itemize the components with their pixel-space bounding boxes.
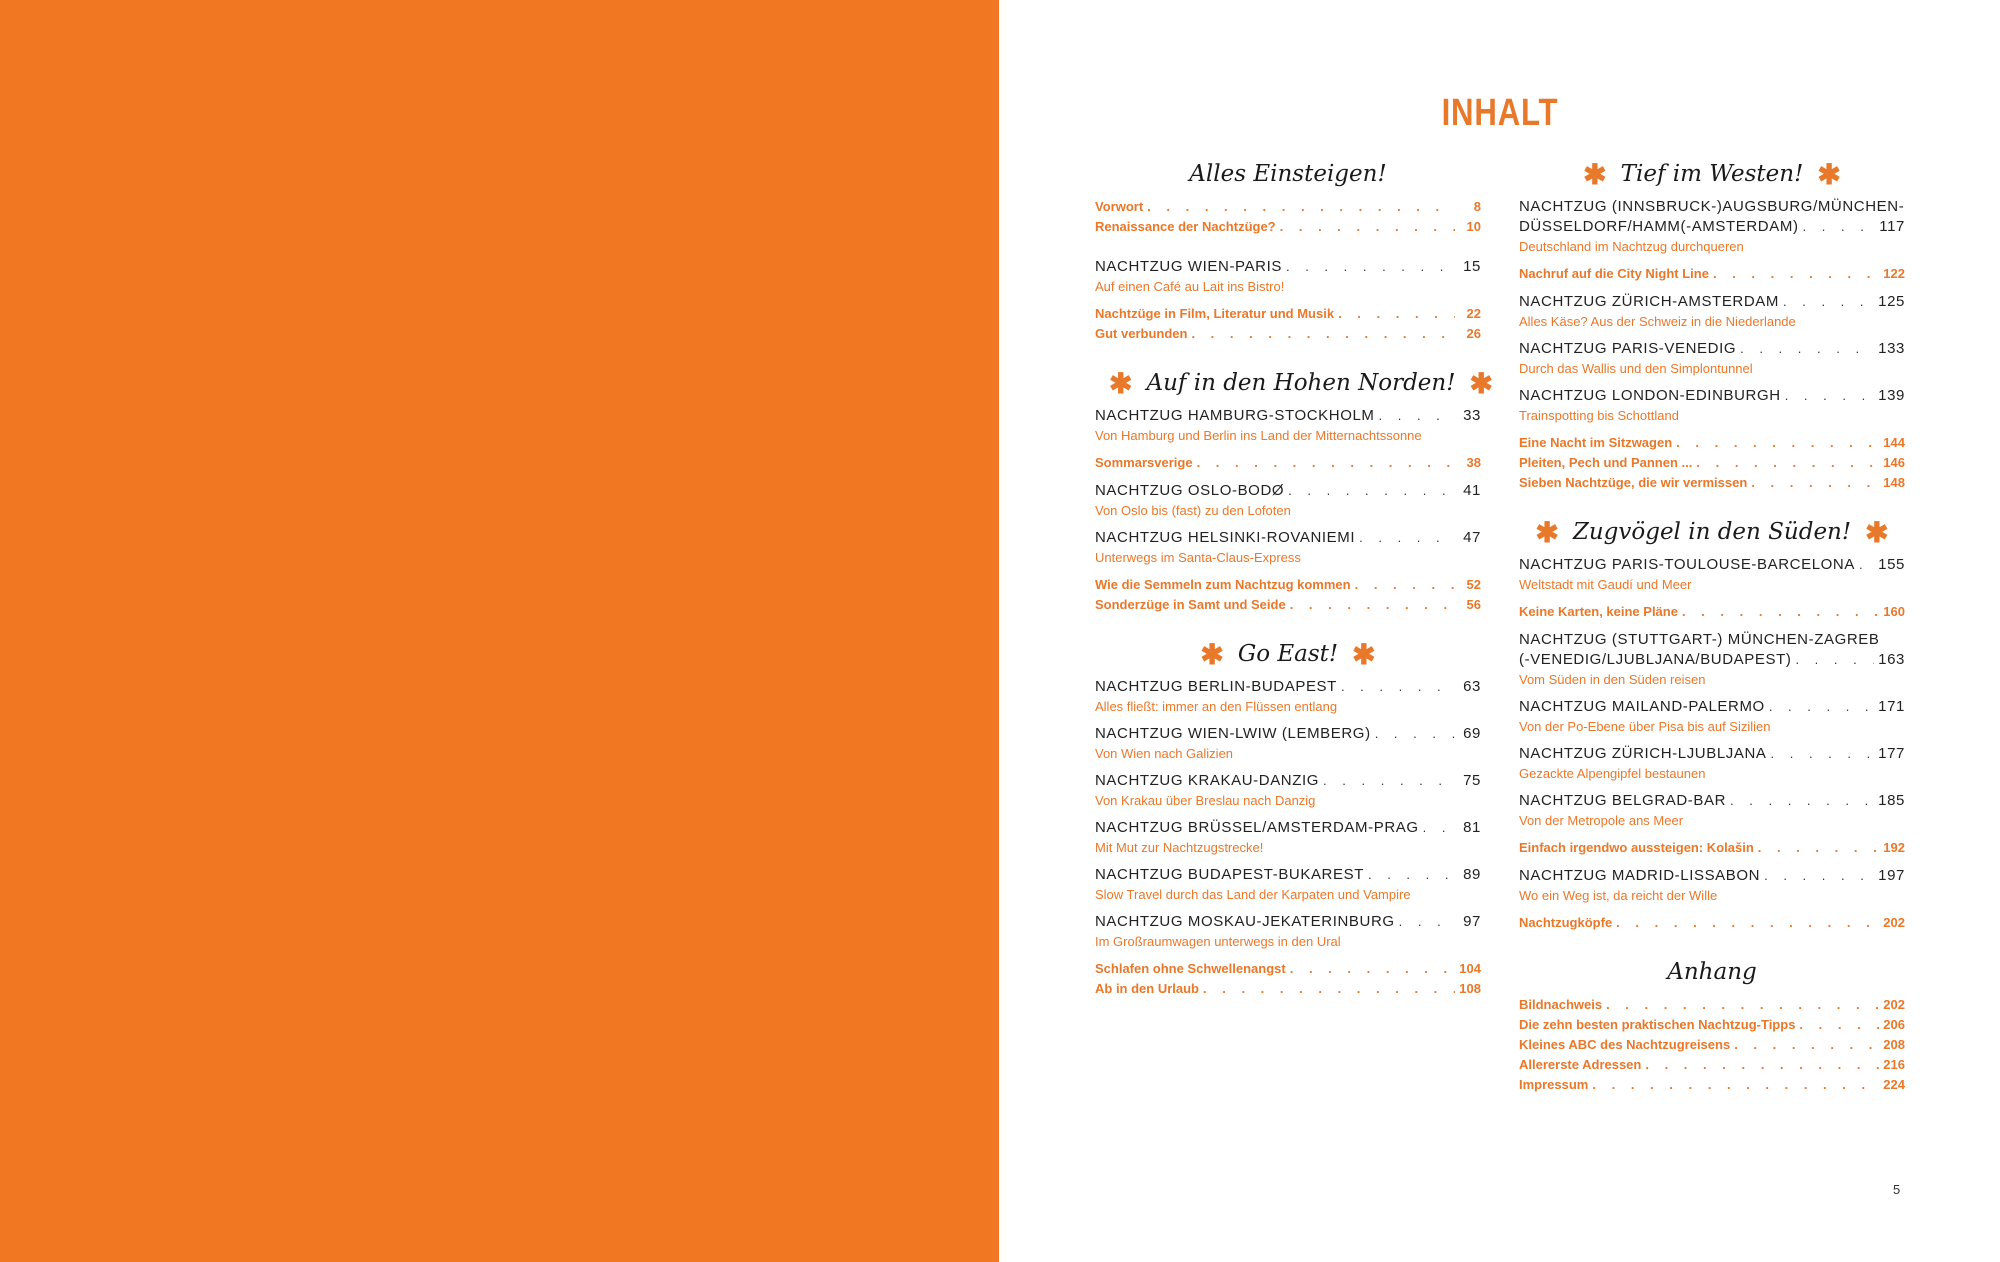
- entry-title: NACHTZUG PARIS-VENEDIG: [1519, 340, 1737, 357]
- toc-entry[interactable]: [1519, 433, 1905, 453]
- leader-dots: [1769, 697, 1874, 717]
- entry-title: NACHTZUG PARIS-TOULOUSE-BARCELONA: [1519, 556, 1855, 573]
- entry-title: NACHTZUG BELGRAD-BAR: [1519, 792, 1727, 809]
- entry-title: NACHTZUG BRÜSSEL/AMSTERDAM-PRAG: [1095, 819, 1419, 836]
- entry-title: Nachruf auf die City Night Line: [1519, 266, 1709, 281]
- toc-entry[interactable]: [1519, 602, 1905, 622]
- entry-subtitle: Gezackte Alpengipfel bestaunen: [1519, 766, 1706, 781]
- toc-left-column: [1095, 157, 1493, 1007]
- leader-dots: [1751, 473, 1879, 493]
- page-ref: 69: [1463, 725, 1481, 742]
- entry-subtitle: Unterwegs im Santa-Claus-Express: [1095, 550, 1301, 565]
- page-ref: 192: [1883, 840, 1905, 855]
- page-number: 5: [1893, 1182, 1901, 1197]
- entry-subtitle: Weltstadt mit Gaudí und Meer: [1519, 577, 1692, 592]
- page-ref: 139: [1878, 387, 1905, 404]
- leader-dots: [1734, 1035, 1879, 1055]
- entry-title: Kleines ABC des Nachtzugreisens: [1519, 1037, 1731, 1052]
- page-ref: 10: [1466, 219, 1481, 234]
- leader-dots: [1341, 677, 1455, 697]
- leader-dots: [1645, 1055, 1879, 1075]
- entry-title: (-VENEDIG/LJUBLJANA/BUDAPEST): [1519, 651, 1792, 668]
- toc-entry[interactable]: [1519, 264, 1905, 284]
- leader-dots: [1280, 217, 1455, 237]
- page-ref: 206: [1883, 1017, 1905, 1032]
- toc-entry[interactable]: [1519, 473, 1905, 493]
- page-ref: 8: [1473, 199, 1481, 214]
- entry-title: Allererste Adressen: [1519, 1057, 1642, 1072]
- leader-dots: [1399, 912, 1455, 932]
- page-ref: 133: [1878, 340, 1905, 357]
- toc-entry[interactable]: [1519, 791, 1905, 830]
- section-title: Go East!: [1237, 641, 1339, 667]
- leader-dots: [1368, 865, 1455, 885]
- entry-title: NACHTZUG OSLO-BODØ: [1095, 482, 1285, 499]
- entry-subtitle: Auf einen Café au Lait ins Bistro!: [1095, 279, 1285, 294]
- page-ref: 56: [1466, 597, 1481, 612]
- entry-title: Schlafen ohne Schwellenangst: [1095, 961, 1286, 976]
- leader-dots: [1783, 292, 1874, 312]
- page-ref: 144: [1883, 435, 1905, 450]
- toc-entry[interactable]: [1095, 257, 1481, 296]
- asterisk-icon: ✱: [1469, 367, 1493, 400]
- entry-title: NACHTZUG BERLIN-BUDAPEST: [1095, 678, 1337, 695]
- asterisk-icon: ✱: [1865, 516, 1889, 549]
- toc-entry[interactable]: [1519, 744, 1905, 783]
- entry-title: Vorwort: [1095, 199, 1144, 214]
- page-ref: 160: [1883, 604, 1905, 619]
- page-ref: 146: [1883, 455, 1905, 470]
- asterisk-icon: ✱: [1200, 638, 1224, 671]
- entry-title: Die zehn besten praktischen Nachtzug-Tipps: [1519, 1017, 1796, 1032]
- toc-entry[interactable]: [1095, 453, 1481, 473]
- entry-title: NACHTZUG MAILAND-PALERMO: [1519, 698, 1765, 715]
- leader-dots: [1616, 913, 1879, 933]
- toc-entry[interactable]: [1519, 1055, 1905, 1075]
- toc-entry[interactable]: [1095, 528, 1481, 567]
- entry-title: NACHTZUG LONDON-EDINBURGH: [1519, 387, 1781, 404]
- page-ref: 197: [1878, 867, 1905, 884]
- asterisk-icon: ✱: [1535, 516, 1559, 549]
- toc-entry[interactable]: [1519, 453, 1905, 473]
- entry-subtitle: Durch das Wallis und den Simplontunnel: [1519, 361, 1753, 376]
- toc-entry[interactable]: [1095, 959, 1481, 979]
- leader-dots: [1359, 528, 1455, 548]
- leader-dots: [1323, 771, 1455, 791]
- page-ref: 208: [1883, 1037, 1905, 1052]
- entry-subtitle: Von Hamburg und Berlin ins Land der Mitternachtssonne: [1095, 428, 1422, 443]
- entry-subtitle: Von Krakau über Breslau nach Danzig: [1095, 793, 1316, 808]
- page-ref: 216: [1883, 1057, 1905, 1072]
- entry-title: Impressum: [1519, 1077, 1589, 1092]
- page-ref: 104: [1459, 961, 1481, 976]
- leader-dots: [1355, 575, 1455, 595]
- entry-title: NACHTZUG WIEN-LWIW (LEMBERG): [1095, 725, 1371, 742]
- entry-title: Sonderzüge in Samt und Seide: [1095, 597, 1286, 612]
- toc-entry[interactable]: [1519, 995, 1905, 1015]
- entry-subtitle: Von der Metropole ans Meer: [1519, 813, 1684, 828]
- section-heading: [1095, 637, 1481, 671]
- section-heading: [1519, 955, 1905, 989]
- page-ref: 185: [1878, 792, 1905, 809]
- entry-subtitle: Alles Käse? Aus der Schweiz in die Niederlande: [1519, 314, 1796, 329]
- leader-dots: [1423, 818, 1455, 838]
- leader-dots: [1147, 197, 1455, 217]
- entry-title: Bildnachweis: [1519, 997, 1603, 1012]
- toc-entry[interactable]: [1519, 697, 1905, 736]
- leader-dots: [1290, 959, 1455, 979]
- leader-dots: [1740, 339, 1874, 359]
- section-title: Alles Einsteigen!: [1189, 161, 1387, 187]
- leader-dots: [1290, 595, 1455, 615]
- toc-entry[interactable]: [1519, 838, 1905, 858]
- toc-entry[interactable]: [1095, 724, 1481, 763]
- toc-entry[interactable]: [1519, 555, 1905, 594]
- section-heading: [1519, 157, 1905, 191]
- page-ref: 26: [1466, 326, 1481, 341]
- leader-dots: [1191, 324, 1455, 344]
- page-ref: 97: [1463, 913, 1481, 930]
- entry-title: NACHTZUG KRAKAU-DANZIG: [1095, 772, 1320, 789]
- entry-subtitle: Mit Mut zur Nachtzugstrecke!: [1095, 840, 1264, 855]
- section-heading: [1519, 515, 1905, 549]
- entry-subtitle: Trainspotting bis Schottland: [1519, 408, 1679, 423]
- entry-subtitle: Wo ein Weg ist, da reicht der Wille: [1519, 888, 1718, 903]
- entry-title: NACHTZUG HAMBURG-STOCKHOLM: [1095, 407, 1375, 424]
- entry-subtitle: Deutschland im Nachtzug durchqueren: [1519, 239, 1744, 254]
- section-title: Auf in den Hohen Norden!: [1146, 370, 1456, 396]
- page-ref: 41: [1463, 482, 1481, 499]
- entry-title: NACHTZUG ZÜRICH-AMSTERDAM: [1519, 293, 1779, 310]
- leader-dots: [1203, 979, 1455, 999]
- entry-title: Wie die Semmeln zum Nachtzug kommen: [1095, 577, 1351, 592]
- leader-dots: [1682, 602, 1879, 622]
- entry-title: Einfach irgendwo aussteigen: Kolašin: [1519, 840, 1754, 855]
- page-ref: 117: [1879, 218, 1905, 235]
- leader-dots: [1592, 1075, 1879, 1095]
- entry-subtitle: Von der Po-Ebene über Pisa bis auf Sizilien: [1519, 719, 1771, 734]
- entry-title: Ab in den Urlaub: [1095, 981, 1199, 996]
- page-ref: 52: [1466, 577, 1481, 592]
- page-ref: 63: [1463, 678, 1481, 695]
- asterisk-icon: ✱: [1583, 158, 1607, 191]
- toc-entry[interactable]: [1095, 197, 1481, 217]
- entry-subtitle: Slow Travel durch das Land der Karpaten und Vampire: [1095, 887, 1411, 902]
- leader-dots: [1859, 555, 1874, 575]
- page-ref: 148: [1883, 475, 1905, 490]
- leader-dots: [1713, 264, 1879, 284]
- toc-entry[interactable]: [1519, 339, 1905, 378]
- leader-dots: [1803, 217, 1876, 237]
- leader-dots: [1795, 650, 1874, 670]
- entry-title: Nachtzüge in Film, Literatur und Musik: [1095, 306, 1335, 321]
- leader-dots: [1286, 257, 1455, 277]
- entry-title: NACHTZUG MADRID-LISSABON: [1519, 867, 1761, 884]
- toc-entry[interactable]: [1519, 913, 1905, 933]
- toc-entry[interactable]: [1095, 575, 1481, 595]
- entry-title: NACHTZUG HELSINKI-ROVANIEMI: [1095, 529, 1356, 546]
- section-title: Anhang: [1667, 959, 1757, 985]
- leader-dots: [1375, 724, 1455, 744]
- toc-entry[interactable]: [1519, 292, 1905, 331]
- entry-title: NACHTZUG BUDAPEST-BUKAREST: [1095, 866, 1364, 883]
- entry-title: Pleiten, Pech und Pannen ...: [1519, 455, 1693, 470]
- toc-entry[interactable]: [1095, 481, 1481, 520]
- entry-subtitle: Im Großraumwagen unterwegs in den Ural: [1095, 934, 1341, 949]
- section-title: Tief im Westen!: [1620, 161, 1804, 187]
- entry-title: Sieben Nachtzüge, die wir vermissen: [1519, 475, 1748, 490]
- page-title: INHALT: [1441, 92, 1559, 134]
- page-ref: 163: [1878, 651, 1905, 668]
- section-heading: [1095, 366, 1493, 400]
- asterisk-icon: ✱: [1817, 158, 1841, 191]
- entry-title-line: NACHTZUG (STUTTGART-) MÜNCHEN-ZAGREB: [1519, 631, 1880, 648]
- entry-title-line: NACHTZUG (INNSBRUCK-)AUGSBURG/MÜNCHEN-: [1519, 198, 1905, 215]
- toc-entry[interactable]: [1095, 406, 1481, 445]
- page-ref: 38: [1466, 455, 1481, 470]
- leader-dots: [1288, 481, 1455, 501]
- page-ref: 122: [1883, 266, 1905, 281]
- leader-dots: [1606, 995, 1879, 1015]
- toc-entry[interactable]: [1095, 771, 1481, 810]
- orange-left-page: [0, 0, 999, 1262]
- entry-subtitle: Alles fließt: immer an den Flüssen entlang: [1095, 699, 1338, 714]
- leader-dots: [1758, 838, 1879, 858]
- page-ref: 81: [1463, 819, 1481, 836]
- page-ref: 155: [1878, 556, 1905, 573]
- toc-entry[interactable]: [1095, 304, 1481, 324]
- section-heading: [1095, 157, 1481, 191]
- leader-dots: [1197, 453, 1455, 473]
- leader-dots: [1338, 304, 1455, 324]
- page-ref: 75: [1463, 772, 1481, 789]
- entry-title: NACHTZUG ZÜRICH-LJUBLJANA: [1519, 745, 1767, 762]
- toc-entry[interactable]: [1095, 912, 1481, 951]
- leader-dots: [1730, 791, 1874, 811]
- entry-subtitle: Von Oslo bis (fast) zu den Lofoten: [1095, 503, 1291, 518]
- page-ref: 202: [1883, 997, 1905, 1012]
- page-ref: 171: [1878, 698, 1905, 715]
- entry-subtitle: Vom Süden in den Süden reisen: [1519, 672, 1706, 687]
- page-ref: 224: [1883, 1077, 1905, 1092]
- toc-entry[interactable]: [1519, 1015, 1905, 1035]
- page-ref: 22: [1466, 306, 1481, 321]
- toc-entry[interactable]: [1519, 1035, 1905, 1055]
- toc-entry[interactable]: [1095, 217, 1481, 237]
- toc-entry[interactable]: [1519, 1075, 1905, 1095]
- entry-title: NACHTZUG WIEN-PARIS: [1095, 258, 1282, 275]
- leader-dots: [1764, 866, 1874, 886]
- entry-title: NACHTZUG MOSKAU-JEKATERINBURG: [1095, 913, 1395, 930]
- asterisk-icon: ✱: [1352, 638, 1376, 671]
- toc-right-column: [1519, 157, 1905, 1095]
- page-ref: 47: [1463, 529, 1481, 546]
- page-ref: 125: [1878, 293, 1905, 310]
- page-ref: 33: [1463, 407, 1481, 424]
- asterisk-icon: ✱: [1109, 367, 1133, 400]
- leader-dots: [1379, 406, 1456, 426]
- toc-entry[interactable]: [1095, 324, 1481, 344]
- leader-dots: [1676, 433, 1879, 453]
- entry-subtitle: Von Wien nach Galizien: [1095, 746, 1234, 761]
- section-title: Zugvögel in den Süden!: [1572, 519, 1852, 545]
- page-ref: 202: [1883, 915, 1905, 930]
- entry-title: Sommarsverige: [1095, 455, 1193, 470]
- page-ref: 89: [1463, 866, 1481, 883]
- toc-entry[interactable]: [1519, 866, 1905, 905]
- toc-entry[interactable]: [1519, 630, 1905, 689]
- toc-entry[interactable]: [1095, 677, 1481, 716]
- leader-dots: [1785, 386, 1874, 406]
- entry-title: Keine Karten, keine Pläne: [1519, 604, 1678, 619]
- toc-entry[interactable]: [1519, 386, 1905, 425]
- leader-dots: [1771, 744, 1875, 764]
- toc-entry[interactable]: [1095, 818, 1481, 857]
- entry-title: Gut verbunden: [1095, 326, 1188, 341]
- leader-dots: [1696, 453, 1879, 473]
- toc-entry[interactable]: [1519, 197, 1905, 256]
- page-ref: 108: [1459, 981, 1481, 996]
- page-ref: 15: [1463, 258, 1481, 275]
- toc-entry[interactable]: [1095, 595, 1481, 615]
- entry-title: DÜSSELDORF/HAMM(-AMSTERDAM): [1519, 218, 1799, 235]
- entry-title: Nachtzugköpfe: [1519, 915, 1613, 930]
- leader-dots: [1799, 1015, 1879, 1035]
- entry-title: Eine Nacht im Sitzwagen: [1519, 435, 1673, 450]
- entry-title: Renaissance der Nachtzüge?: [1095, 219, 1276, 234]
- toc-entry[interactable]: [1095, 865, 1481, 904]
- toc-entry[interactable]: [1095, 979, 1481, 999]
- page-ref: 177: [1878, 745, 1905, 762]
